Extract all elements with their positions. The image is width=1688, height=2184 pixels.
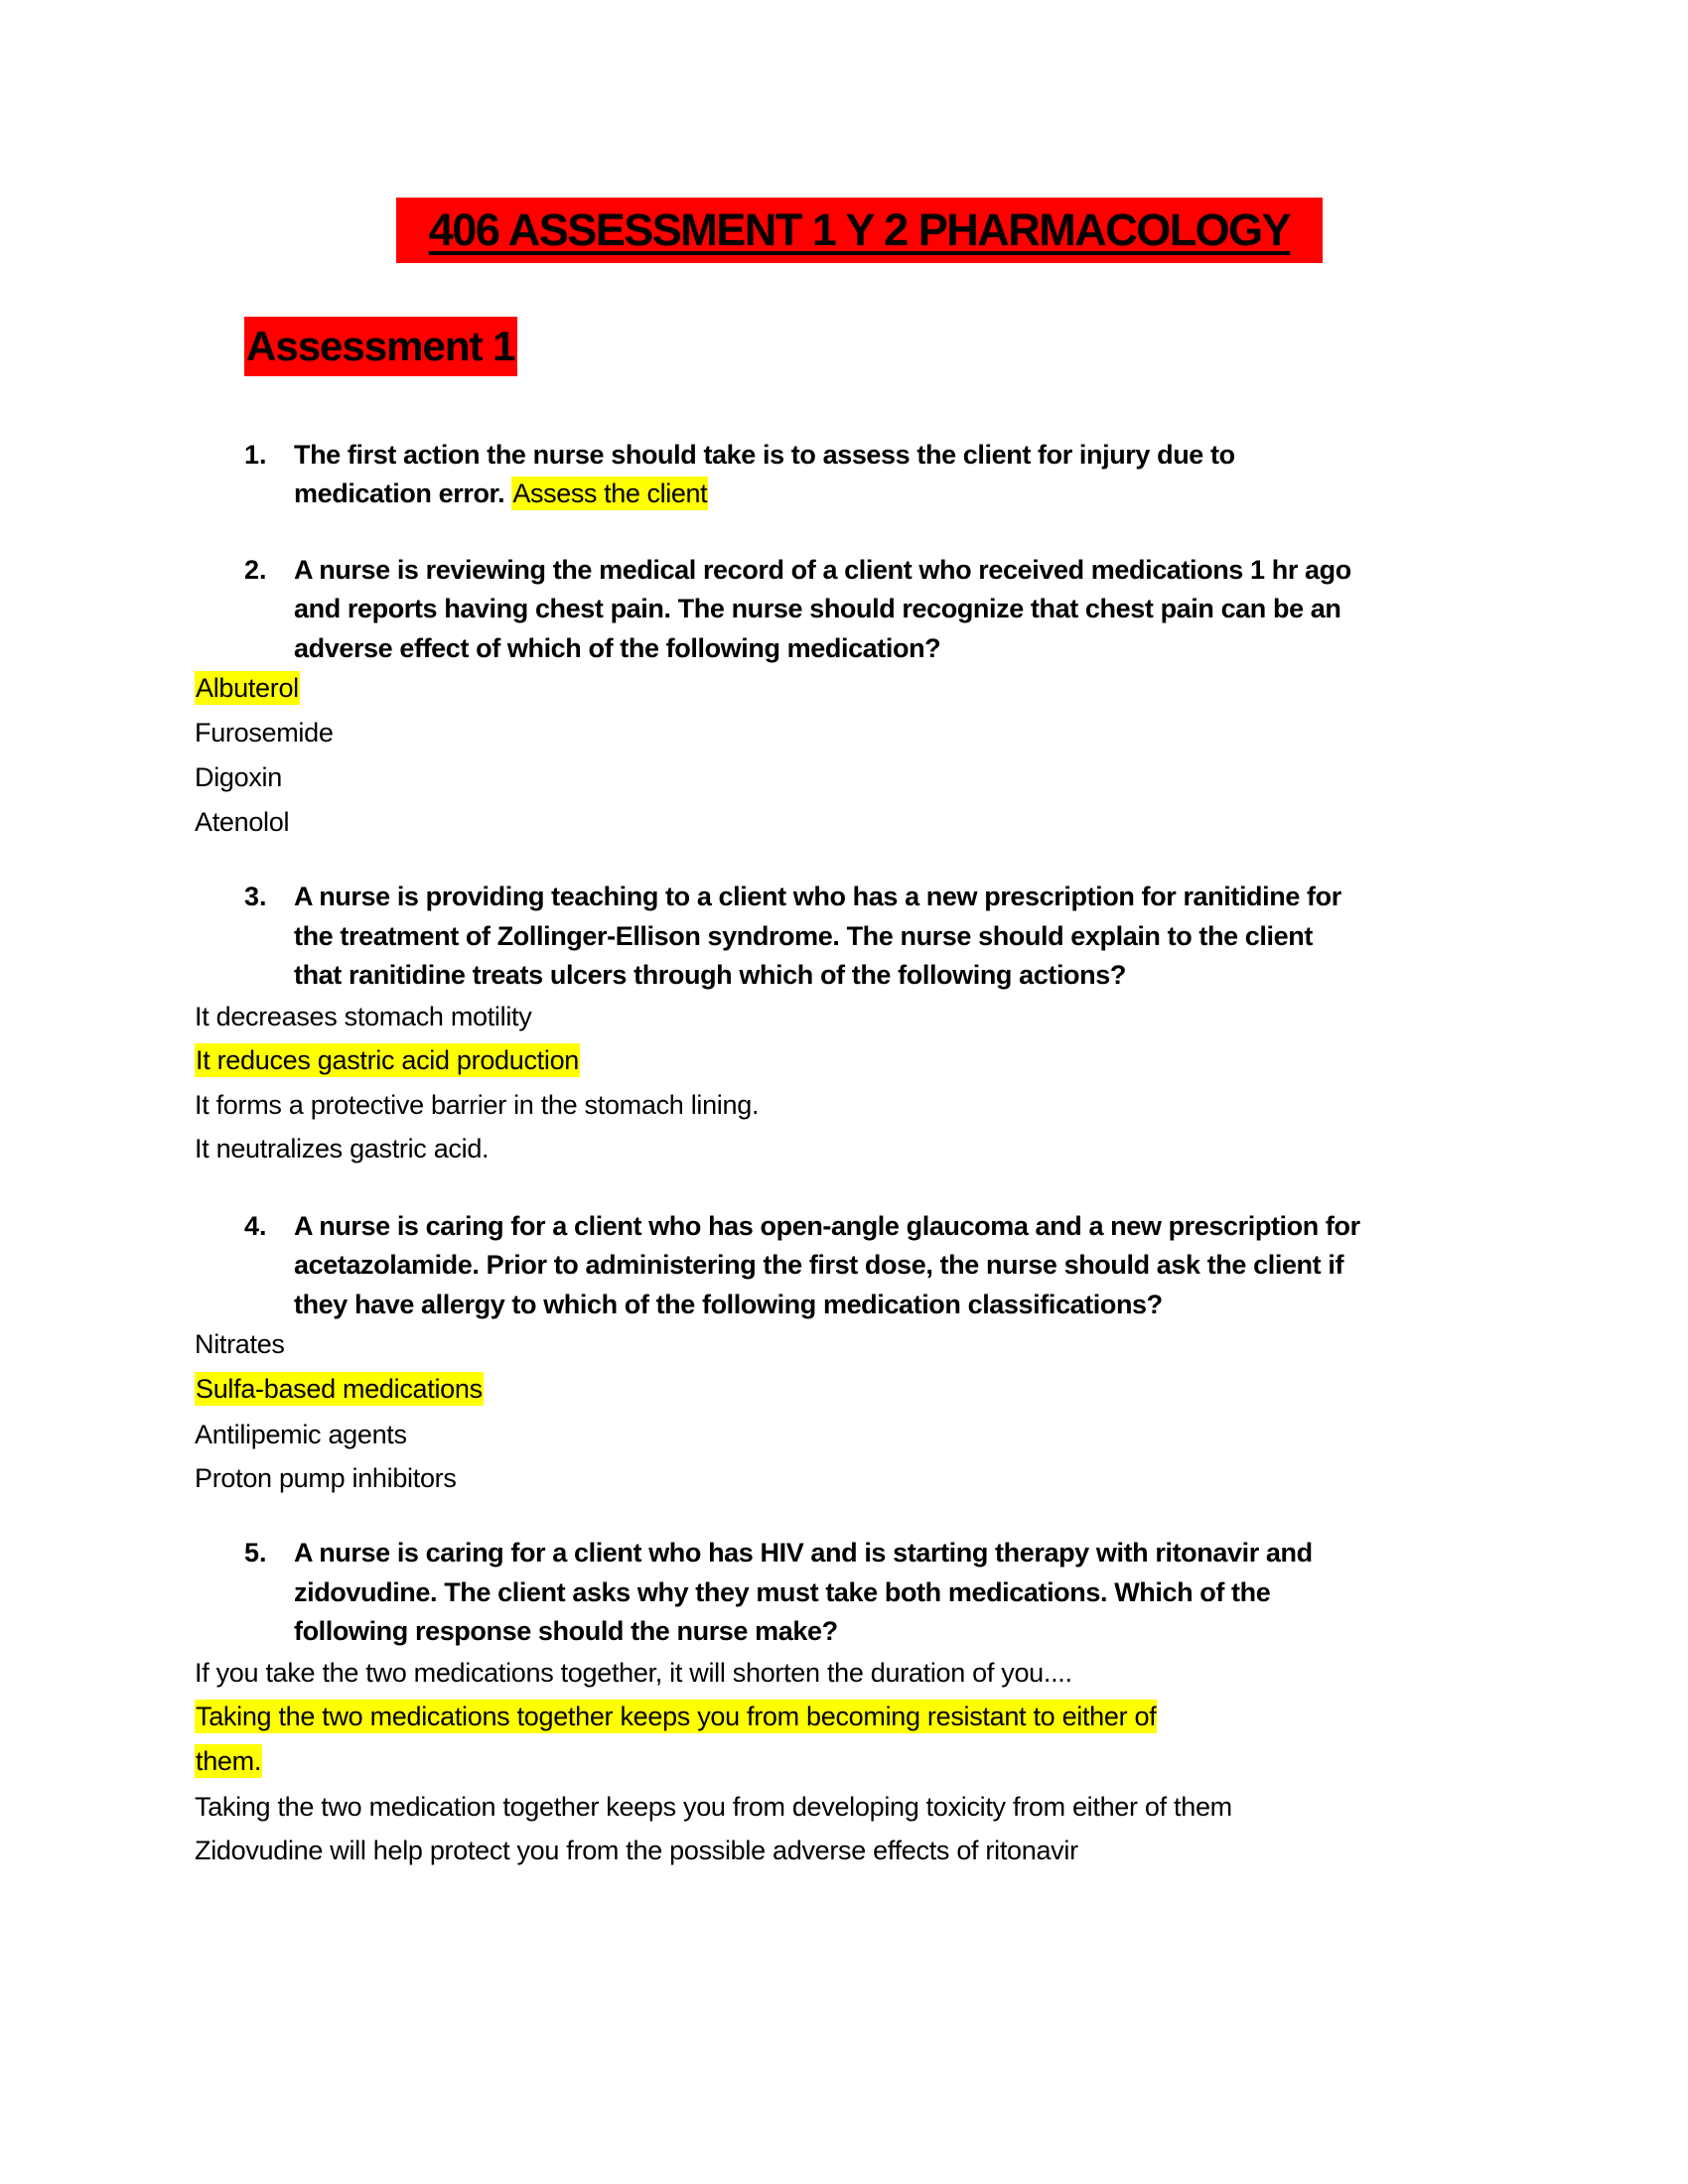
answer-option-highlighted <box>195 1042 580 1078</box>
question-text: A nurse is caring for a client who has HIV and is starting therapy with ritonavir and <box>294 1538 1313 1568</box>
answer-option: Taking the two medication together keeps you from developing toxicity from either of them <box>195 1792 1232 1822</box>
section-heading: Assessment 1 <box>244 317 517 376</box>
answer-option: Nitrates <box>195 1329 285 1359</box>
highlighted-answer: It reduces gastric acid production <box>196 1045 580 1075</box>
answer-option: Furosemide <box>195 718 334 748</box>
question-text: The first action the nurse should take is to assess the client for injury due to <box>294 440 1235 470</box>
answer-option: It neutralizes gastric acid. <box>195 1134 490 1163</box>
question-number: 5. <box>244 1538 267 1568</box>
question-text: the treatment of Zollinger-Ellison syndrome. The nurse should explain to the client <box>294 921 1313 951</box>
question-number: 1. <box>244 440 267 470</box>
question-text <box>294 476 708 511</box>
answer-option-highlighted <box>195 670 300 706</box>
answer-option: Proton pump inhibitors <box>195 1463 457 1493</box>
question-number: 4. <box>244 1211 267 1241</box>
highlighted-answer: Taking the two medications together keeps you from becoming resistant to either of <box>196 1702 1157 1731</box>
answer-option: If you take the two medications together, it will shorten the duration of you.... <box>195 1658 1072 1688</box>
question-text: A nurse is providing teaching to a client who has a new prescription for ranitidine for <box>294 882 1341 911</box>
question-text-line: medication error. <box>294 478 505 508</box>
question-text: and reports having chest pain. The nurse should recognize that chest pain can be an <box>294 594 1341 623</box>
question-text: they have allergy to which of the following medication classifications? <box>294 1290 1163 1319</box>
question-text: zidovudine. The client asks why they must take both medications. Which of the <box>294 1577 1271 1607</box>
question-number: 2. <box>244 555 267 585</box>
highlighted-answer: them. <box>196 1746 262 1776</box>
question-text: adverse effect of which of the following medication? <box>294 633 941 663</box>
answer-option-highlighted <box>195 1699 1157 1734</box>
answer-option: It forms a protective barrier in the stomach lining. <box>195 1090 760 1120</box>
question-text: that ranitidine treats ulcers through which of the following actions? <box>294 960 1126 990</box>
highlighted-answer: Albuterol <box>196 673 299 703</box>
answer-option: Antilipemic agents <box>195 1420 407 1449</box>
highlighted-answer: Assess the client <box>512 478 708 508</box>
highlighted-answer: Sulfa-based medications <box>196 1374 483 1404</box>
answer-option: Zidovudine will help protect you from the possible adverse effects of ritonavir <box>195 1836 1078 1865</box>
question-text: following response should the nurse make? <box>294 1616 838 1646</box>
answer-option: Atenolol <box>195 807 290 837</box>
answer-option: Digoxin <box>195 762 282 792</box>
question-text: A nurse is caring for a client who has open-angle glaucoma and a new prescription for <box>294 1211 1360 1241</box>
question-text: acetazolamide. Prior to administering the first dose, the nurse should ask the client if <box>294 1250 1344 1280</box>
question-number: 3. <box>244 882 267 911</box>
question-text: A nurse is reviewing the medical record of a client who received medications 1 hr ago <box>294 555 1351 585</box>
answer-option: It decreases stomach motility <box>195 1002 532 1031</box>
answer-option-highlighted <box>195 1371 484 1407</box>
document-title: 406 ASSESSMENT 1 Y 2 PHARMACOLOGY <box>396 198 1323 263</box>
answer-option-highlighted <box>195 1743 262 1779</box>
